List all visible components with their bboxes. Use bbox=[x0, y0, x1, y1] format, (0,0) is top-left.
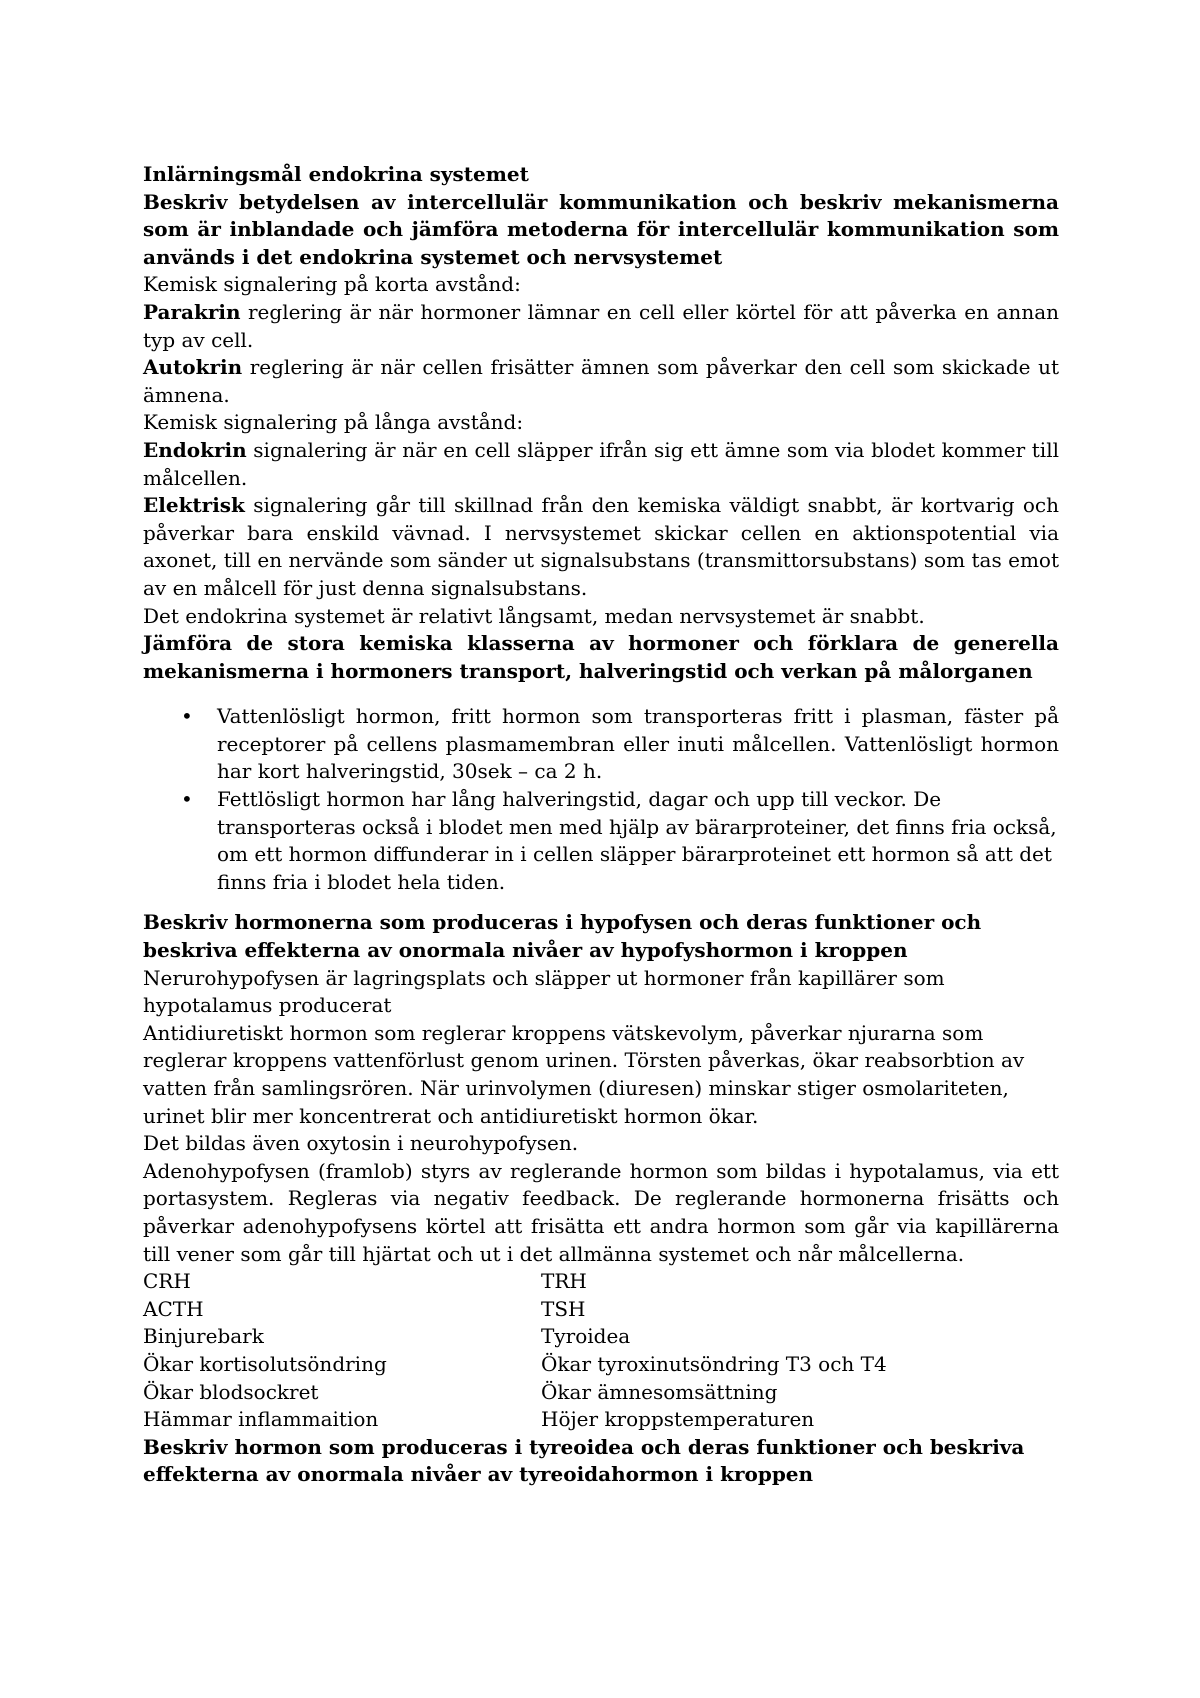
endokrin-term: Endokrin bbox=[143, 437, 247, 462]
table-cell: Ökar kortisolutsöndring bbox=[143, 1351, 387, 1376]
elektrisk-text: signalering går till skillnad från den kemiska väldigt snabbt, är kortvarig och påverkar bara enskild vävnad. I nervsystemet skickar cellen en aktionspotential via axonet, till en nervände som sänder ut signalsubstans (transmittorsubstans) som tas emot av en målcell för just denna signalsubstans. bbox=[143, 493, 1059, 600]
endokrin-text: signalering är när en cell släpper ifrån sig ett ämne som via blodet kommer till målcellen. bbox=[143, 437, 1059, 490]
parakrin-text: reglering är när hormoner lämnar en cell eller körtel för att påverka en annan typ av cell. bbox=[143, 299, 1059, 352]
table-cell: CRH bbox=[143, 1269, 191, 1294]
table-cell: Tyroidea bbox=[541, 1324, 631, 1349]
endokrin-paragraph bbox=[143, 437, 1059, 492]
speed-comparison: Det endokrina systemet är relativt långsamt, medan nervsystemet är snabbt. bbox=[143, 603, 925, 628]
table-cell: Höjer kroppstemperaturen bbox=[541, 1407, 815, 1432]
adh-paragraph: Antidiuretiskt hormon som reglerar kroppens vätskevolym, påverkar njurarna som reglerar kroppens vattenförlust genom urinen. Törsten påverkas, ökar reabsorbtion av vatten från samlingsrören. När urinvolymen (diuresen) minskar stiger osmolariteten, urinet blir mer koncentrerat och antidiuretiskt hormon ökar. bbox=[143, 1020, 1025, 1128]
autokrin-text: reglering är när cellen frisätter ämnen som påverkar den cell som skickade ut ämnena. bbox=[143, 355, 1059, 407]
section-heading-4: Beskriv hormon som produceras i tyreoidea och deras funktioner och beskriva effekterna av onormala nivåer av tyreoidahormon i kroppen bbox=[143, 1434, 1025, 1487]
oxytocin-paragraph: Det bildas även oxytosin i neurohypofysen. bbox=[143, 1131, 579, 1156]
long-range-label: Kemisk signalering på långa avstånd: bbox=[143, 410, 524, 435]
table-cell: Ökar tyroxinutsöndring T3 och T4 bbox=[541, 1351, 887, 1376]
neurohypofysen-paragraph: Nerurohypofysen är lagringsplats och släpper ut hormoner från kapillärer som hypotalamus producerat bbox=[143, 965, 945, 1018]
table-cell: Hämmar inflammaition bbox=[143, 1407, 379, 1432]
elektrisk-term: Elektrisk bbox=[143, 493, 245, 518]
elektrisk-paragraph bbox=[143, 492, 1059, 602]
autokrin-paragraph bbox=[143, 354, 1059, 409]
autokrin-term: Autokrin bbox=[143, 355, 243, 380]
section-heading-2: Jämföra de stora kemiska klasserna av hormoner och förklara de generella mekanismerna i hormoners transport, halveringstid och verkan på målorganen bbox=[143, 631, 1059, 683]
table-cell: Ökar blodsockret bbox=[143, 1379, 319, 1404]
hormone-class-list bbox=[143, 703, 1059, 896]
section-heading-1: Beskriv betydelsen av intercellulär kommunikation och beskriv mekanismerna som är inblandade och jämföra metoderna för intercellulär kommunikation som används i det endokrina systemet och nervsystemet bbox=[143, 189, 1059, 269]
table-cell: Ökar ämnesomsättning bbox=[541, 1379, 778, 1404]
adenohypofysen-paragraph: Adenohypofysen (framlob) styrs av reglerande hormon som bildas i hypotalamus, via ett portasystem. Regleras via negativ feedback. De reglerande hormonerna frisätts och påverkar adenohypofysens körtel att frisätta ett andra hormon som går via kapillärerna till vener som går till hjärtat och ut i det allmänna systemet och når målcellerna. bbox=[143, 1158, 1059, 1266]
short-range-label: Kemisk signalering på korta avstånd: bbox=[143, 272, 521, 297]
hormone-comparison-table bbox=[143, 1268, 1059, 1434]
parakrin-term: Parakrin bbox=[143, 299, 241, 324]
list-item: • Vattenlösligt hormon, fritt hormon som transporteras fritt i plasman, fäster på receptorer på cellens plasmamembran eller inuti målcellen. Vattenlösligt hormon har kort halveringstid, 30sek – ca 2 h. bbox=[143, 703, 1059, 786]
table-cell: ACTH bbox=[143, 1296, 204, 1321]
table-cell: TSH bbox=[541, 1296, 586, 1321]
document-title: Inlärningsmål endokrina systemet bbox=[143, 162, 529, 186]
section-heading-3: Beskriv hormonerna som produceras i hypofysen och deras funktioner och beskriva effekterna av onormala nivåer av hypofyshormon i kroppen bbox=[143, 910, 982, 963]
parakrin-paragraph bbox=[143, 299, 1059, 354]
table-cell: Binjurebark bbox=[143, 1324, 264, 1349]
list-item: • Fettlösligt hormon har lång halveringstid, dagar och upp till veckor. De transporteras också i blodet men med hjälp av bärarproteiner, det finns fria också, om ett hormon diffunderar in i cellen släpper bärarproteinet ett hormon så att det finns fria i blodet hela tiden. bbox=[143, 786, 1059, 896]
table-cell: TRH bbox=[541, 1269, 587, 1294]
